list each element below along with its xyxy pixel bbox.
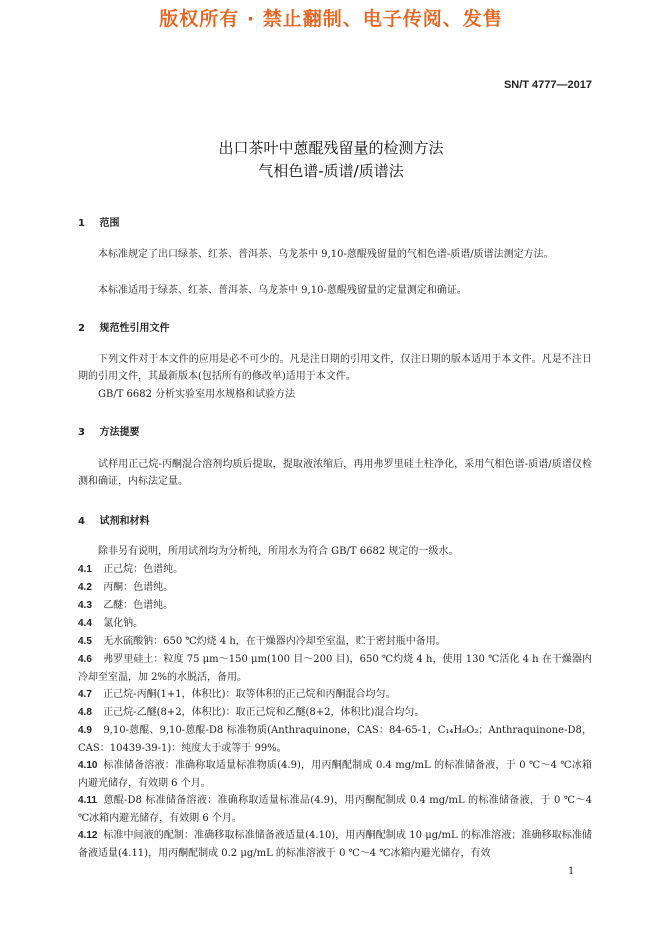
section-heading-1 xyxy=(78,214,119,229)
item-number: 4.8 xyxy=(78,707,92,718)
reagent-item xyxy=(78,651,592,687)
references-paragraph: 下列文件对于本文件的应用是必不可少的。凡是注日期的引用文件，仅注日期的版本适用于本文件。凡是不注日期的引用文件，其最新版本(包括所有的修改单)适用于本文件。 xyxy=(78,354,592,382)
item-number: 4.4 xyxy=(78,618,92,629)
item-text: 正己烷-丙酮(1+1，体积比)：取等体积的正己烷和丙酮混合均匀。 xyxy=(103,689,396,700)
item-number: 4.6 xyxy=(78,654,92,665)
reagents-intro: 除非另有说明，所用试剂均为分析纯，所用水为符合 GB/T 6682 规定的一级水。 xyxy=(98,546,459,557)
reagent-item xyxy=(78,704,592,722)
section-title: 试剂和材料 xyxy=(99,516,150,527)
item-text: 蒽醌-D8 标准储备溶液：准确称取适量标准品(4.9)，用丙酮配制成 0.4 mg/mL 的标准储备液，于 0 ℃～4 ℃冰箱内避光储存，有效期 6 个月。 xyxy=(78,795,592,824)
reagent-item xyxy=(78,722,592,758)
section-number: 1 xyxy=(78,218,85,229)
standard-number: SN/T 4777—2017 xyxy=(503,79,592,91)
item-number: 4.10 xyxy=(78,760,98,771)
principle-paragraph: 试样用正己烷-丙酮混合溶剂均质后提取，提取液浓缩后，再用弗罗里硅土柱净化，采用气相色谱-质谱/质谱仪检测和确证，内标法定量。 xyxy=(78,459,592,487)
item-text: 乙醚：色谱纯。 xyxy=(103,600,174,611)
document-subtitle: 气相色谱-质谱/质谱法 xyxy=(258,162,404,180)
section-number: 2 xyxy=(78,323,85,334)
item-text: 弗罗里硅土：粒度 75 μm～150 μm(100 目～200 目)，650 ℃灼烧 4 h，使用 130 ℃活化 4 h 在干燥器内冷却至室温，加 2%的水脱活，备用。 xyxy=(78,654,592,683)
reagent-item xyxy=(78,757,592,793)
section-heading-2 xyxy=(78,319,169,334)
reagent-item xyxy=(78,579,592,597)
item-number: 4.12 xyxy=(78,830,98,841)
scope-paragraph-2: 本标准适用于绿茶、红茶、普洱茶、乌龙茶中 9,10-蒽醌残留量的定量测定和确证。 xyxy=(98,285,467,296)
reagent-item xyxy=(78,597,592,615)
item-text: 标准中间液的配制：准确移取标准储备液适量(4.10)，用丙酮配制成 10 μg/mL 的标准溶液；准确移取标准储备液适量(4.11)，用丙酮配制成 0.2 μg/mL 的标准溶液于 0 ℃～4 ℃冰箱内避光储存，有效 xyxy=(78,830,592,859)
item-number: 4.7 xyxy=(78,689,92,700)
reagent-item xyxy=(78,615,592,633)
item-number: 4.5 xyxy=(78,636,92,647)
scope-paragraph-1: 本标准规定了出口绿茶、红茶、普洱茶、乌龙茶中 9,10-蒽醌残留量的气相色谱-质谱/质谱法测定方法。 xyxy=(98,249,554,260)
reagent-item xyxy=(78,561,592,579)
item-text: 氯化钠。 xyxy=(103,618,144,629)
section-number: 4 xyxy=(78,516,85,527)
item-text: 无水硫酸钠：650 ℃灼烧 4 h，在干燥器内冷却至室温，贮于密封瓶中备用。 xyxy=(103,636,446,647)
item-number: 4.9 xyxy=(78,725,92,736)
page-number: 1 xyxy=(568,866,575,877)
section-title: 范围 xyxy=(99,218,120,229)
item-number: 4.1 xyxy=(78,564,92,575)
item-text: 正己烷-乙醚(8+2，体积比)：取正己烷和乙醚(8+2，体积比)混合均匀。 xyxy=(103,707,425,718)
section-number: 3 xyxy=(78,427,85,438)
reagent-item xyxy=(78,827,592,863)
reference-gbt6682: GB/T 6682 分析实验室用水规格和试验方法 xyxy=(98,389,296,400)
item-number: 4.2 xyxy=(78,582,92,593)
item-text: 正己烷：色谱纯。 xyxy=(103,564,184,575)
section-title: 方法提要 xyxy=(99,427,140,438)
section-heading-3 xyxy=(78,423,139,438)
item-number: 4.11 xyxy=(78,795,97,806)
copyright-banner: 版权所有 · 禁止翻制、电子传阅、发售 xyxy=(159,8,503,30)
document-title: 出口茶叶中蒽醌残留量的检测方法 xyxy=(218,139,444,157)
reagent-item xyxy=(78,792,592,828)
section-heading-4 xyxy=(78,512,149,527)
item-text: 标准储备溶液：准确称取适量标准物质(4.9)，用丙酮配制成 0.4 mg/mL 的标准储备液，于 0 ℃～4 ℃冰箱内避光储存，有效期 6 个月。 xyxy=(78,760,592,789)
section-title: 规范性引用文件 xyxy=(99,323,170,334)
reagent-item xyxy=(78,686,592,704)
item-text: 丙酮：色谱纯。 xyxy=(103,582,174,593)
item-text: 9,10-蒽醌、9,10-蒽醌-D8 标准物质(Anthraquinone，CAS：84-65-1，C₁₄H₈O₂；Anthraquinone-D8，CAS：10439-39-1)：纯度大于或等于 99%。 xyxy=(78,725,592,754)
reagent-item xyxy=(78,633,592,651)
item-number: 4.3 xyxy=(78,600,92,611)
